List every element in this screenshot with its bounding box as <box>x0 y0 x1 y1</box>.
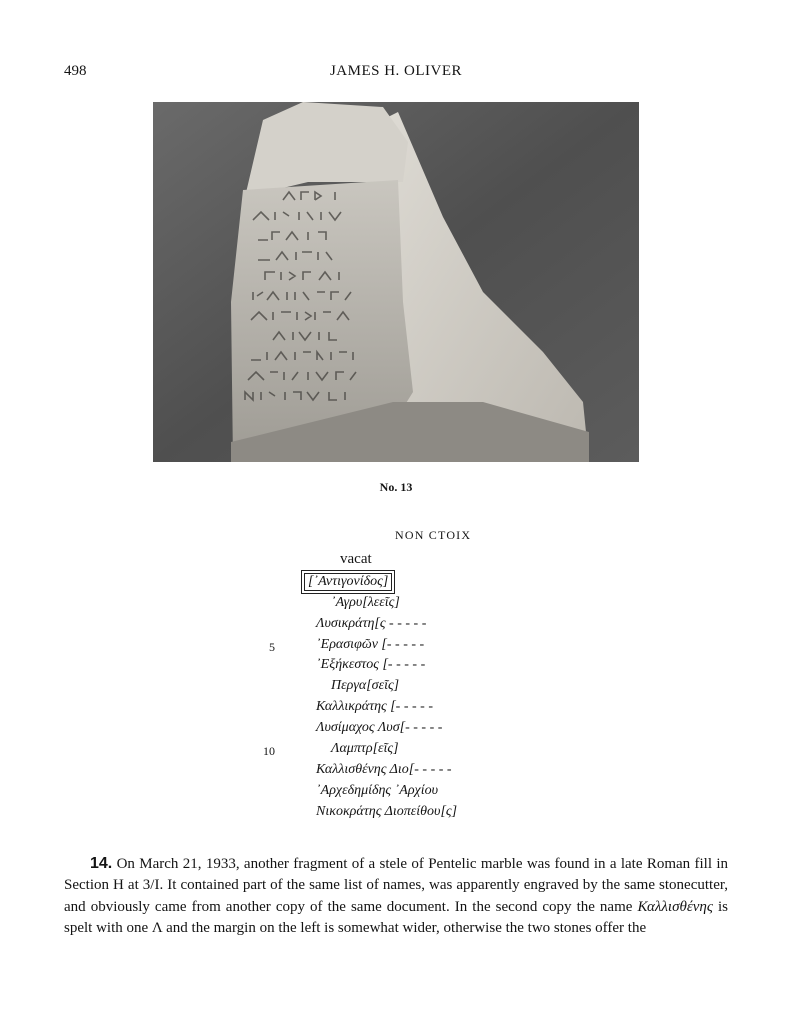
line-number: 10 <box>263 744 275 758</box>
inscription-line: ᾿Αγρυ[λεεῖς] <box>331 595 400 610</box>
running-head: JAMES H. OLIVER <box>329 63 463 79</box>
vacat-label: vacat <box>340 551 372 567</box>
inscription-photograph <box>153 102 639 462</box>
inscription-line: Λαμπτρ[εῖς] <box>331 741 399 756</box>
inscription-line: Καλλικράτης [- - - - - <box>316 699 433 714</box>
figure-caption: No. 13 <box>379 480 413 494</box>
greek-name: Καλλισθένης <box>637 898 713 915</box>
line-number: 5 <box>269 640 275 654</box>
inscription-heading: NON CTOIX <box>395 528 472 542</box>
paragraph-number: 14. <box>90 855 113 872</box>
inscription-line: ᾿Εξήκεστος [- - - - - <box>316 657 426 672</box>
inscription-line: Νικοκράτης Διοπείθου[ς] <box>316 804 458 819</box>
paragraph-text-end: is spelt with one Λ and the margin on the left is somewhat wider, otherwise the two stones offer the <box>64 898 728 936</box>
inscription-line: [᾿Αντιγονίδος] <box>304 573 392 591</box>
inscription-line: Λυσίμαχος Λυσ[- - - - - <box>316 720 443 735</box>
inscription-line: Λυσικράτη[ς - - - - - <box>316 616 427 631</box>
body-paragraph <box>64 853 728 939</box>
inscription-line: ᾿Ερασιφῶν [- - - - - <box>316 637 425 652</box>
inscription-line: ᾿Αρχεδημίδης ᾿Αρχίου <box>316 783 439 798</box>
inscription-line: Καλλισθένης Διο[- - - - - <box>316 762 452 777</box>
paragraph-text: On March 21, 1933, another fragment of a stele of Pentelic marble was found in a late Roman fill in Section H at 3/I. It contained part of the same list of names, was apparently engraved by the same stonecutter, and obviously came from another copy of the same document. In the second copy the name <box>64 856 728 915</box>
inscription-line: Περγα[σεῖς] <box>331 678 400 693</box>
page-number: 498 <box>64 63 87 79</box>
